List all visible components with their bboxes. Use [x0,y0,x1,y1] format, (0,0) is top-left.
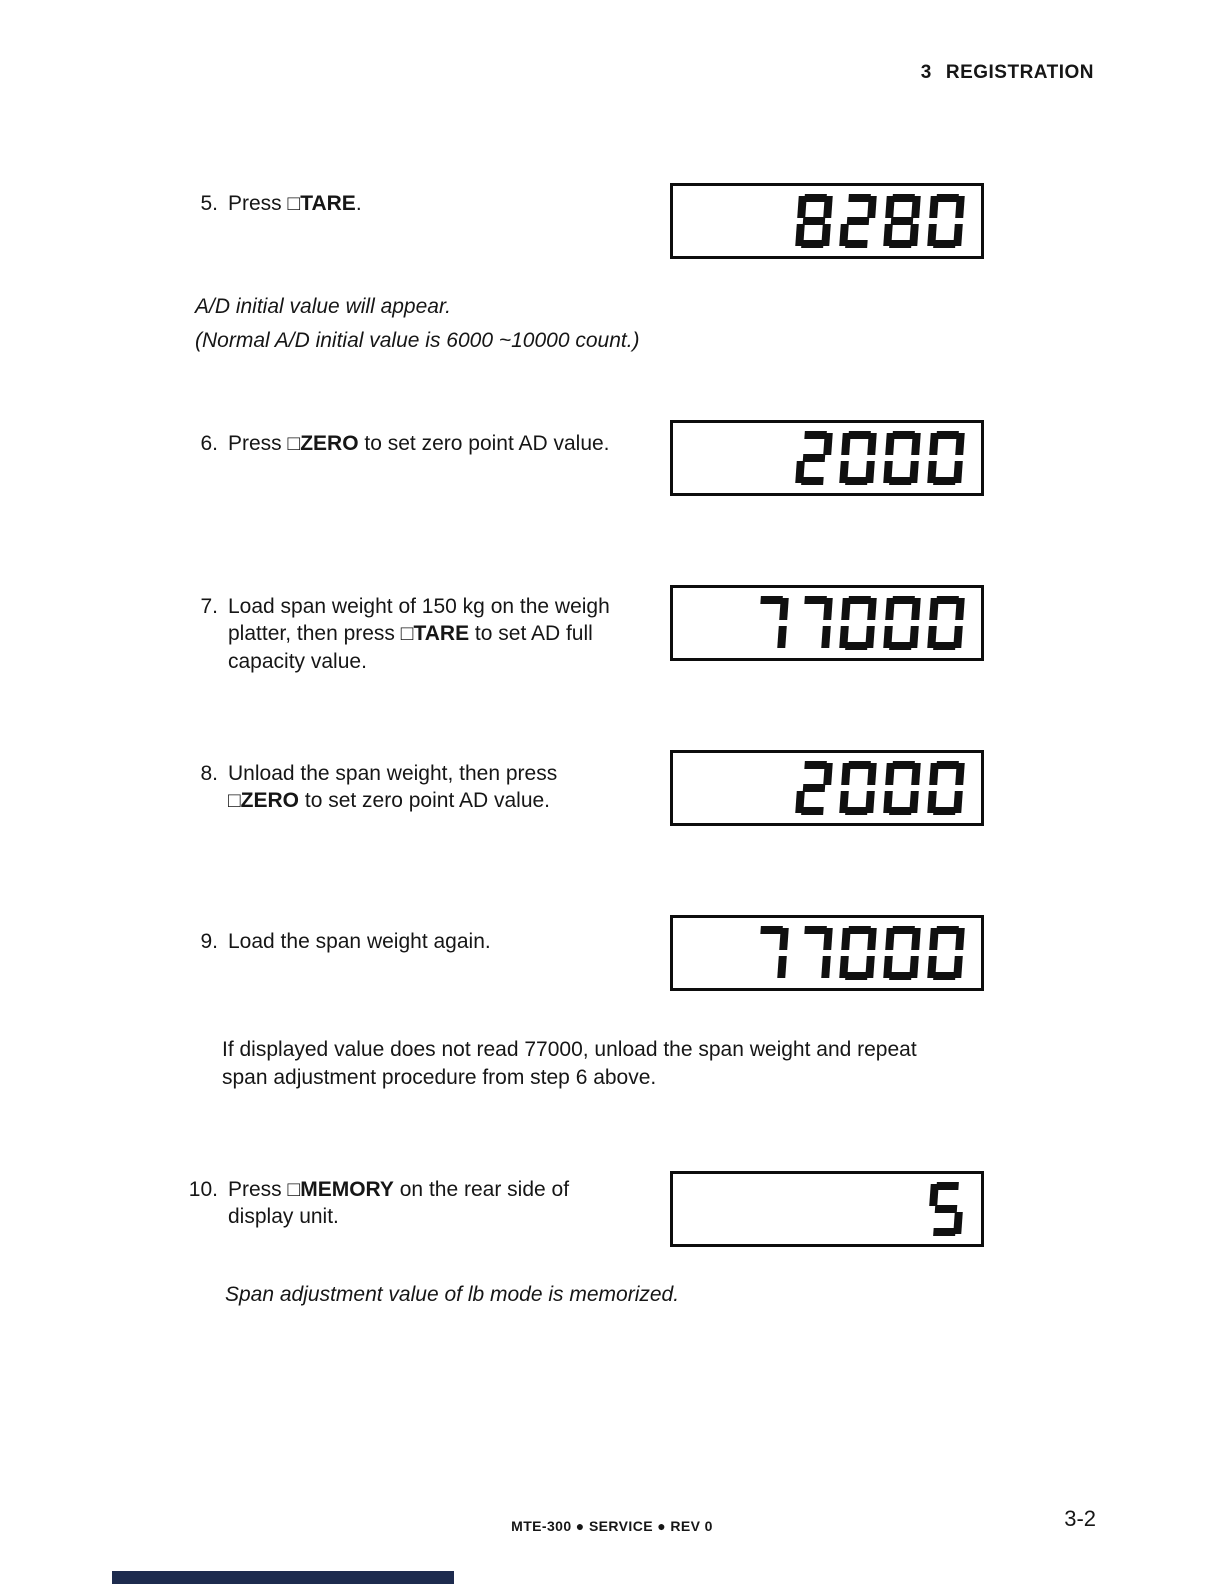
step-6-text-before: Press [228,432,288,455]
seven-segment-digit [927,431,965,485]
step-10-text-after: on the rear side of display unit. [228,1178,570,1229]
seven-segment-digit [751,596,789,650]
seven-segment-digit [927,1182,965,1236]
seven-segment-digit [839,926,877,980]
page-number: 3-2 [1064,1506,1096,1531]
seven-segment-digit [927,596,965,650]
seven-segment-digit [839,761,877,815]
step-7-instruction [228,593,628,675]
ad-note-line-1: A/D initial value will appear. [195,295,452,318]
step-7-key-name: □TARE [400,622,470,646]
lcd-display-step-10 [670,1171,984,1247]
step-9 [178,928,648,955]
step-7 [178,593,648,675]
step-7-number: 7. [200,595,218,618]
section-title: REGISTRATION [945,62,1094,83]
step-5-instruction [228,190,628,217]
step-8-key-name: □ZERO [228,789,300,813]
seven-segment-digit [927,926,965,980]
ad-note-line-2: (Normal A/D initial value is 6000 ~10000 count.) [195,328,640,352]
step-6 [178,430,648,457]
step-5-text-before: Press [228,192,288,215]
scan-artifact-bar [112,1571,454,1584]
seven-segment-digit [883,194,921,248]
seven-segment-digit [927,761,965,815]
seven-segment-digit [795,596,833,650]
seven-segment-digit [839,431,877,485]
seven-segment-digit [883,596,921,650]
step-10-text-before: Press [228,1178,288,1201]
seven-segment-digit [883,926,921,980]
ad-initial-value-note [195,290,640,357]
seven-segment-digit [795,761,833,815]
section-number: 3 [920,62,932,83]
step-5 [178,190,648,217]
seven-segment-digit [795,926,833,980]
lcd-display-step-6 [670,420,984,496]
step-7-text-before: Load span weight of 150 kg on the weigh platter, then press [228,595,610,646]
step-5-number: 5. [200,192,218,215]
step-8 [178,760,648,815]
step-9-number: 9. [200,930,218,953]
seven-segment-digit [883,431,921,485]
seven-segment-digit [927,194,965,248]
seven-segment-digit [795,194,833,248]
lcd-display-step-7 [670,585,984,661]
step-6-text-after: to set zero point AD value. [358,432,610,455]
seven-segment-digit [839,596,877,650]
lcd-display-step-5 [670,183,984,259]
step-7-text-after: to set AD full capacity value. [228,622,593,673]
seven-segment-digit [839,194,877,248]
step-8-text-after: to set zero point AD value. [299,789,551,813]
lcd-display-step-9 [670,915,984,991]
step-10-instruction [228,1176,628,1231]
step-8-number: 8. [200,762,218,785]
step-6-number: 6. [200,432,218,455]
lcd-display-step-8 [670,750,984,826]
seven-segment-digit [883,761,921,815]
step-8-instruction [228,760,628,815]
step-9-text-before: Load the span weight again. [228,930,491,953]
footer-document-id: MTE-300 ● SERVICE ● REV 0 [511,1518,713,1534]
step-5-text-after: . [355,192,362,215]
step-10 [178,1176,648,1231]
section-header [921,62,1094,84]
seven-segment-digit [751,926,789,980]
step-5-key-name: □TARE [287,192,356,215]
step-6-key-name: □ZERO [287,432,359,455]
retry-instruction-note: If displayed value does not read 77000, unload the span weight and repeat span adjustment procedure from step 6 above. [222,1038,917,1090]
seven-segment-digit [795,431,833,485]
step-9-instruction [228,928,628,955]
step-8-text-before: Unload the span weight, then press [228,762,558,785]
step-6-instruction [228,430,628,457]
step-10-key-name: □MEMORY [287,1178,394,1201]
memorized-note: Span adjustment value of lb mode is memorized. [225,1283,680,1306]
step-10-number: 10. [188,1178,218,1201]
